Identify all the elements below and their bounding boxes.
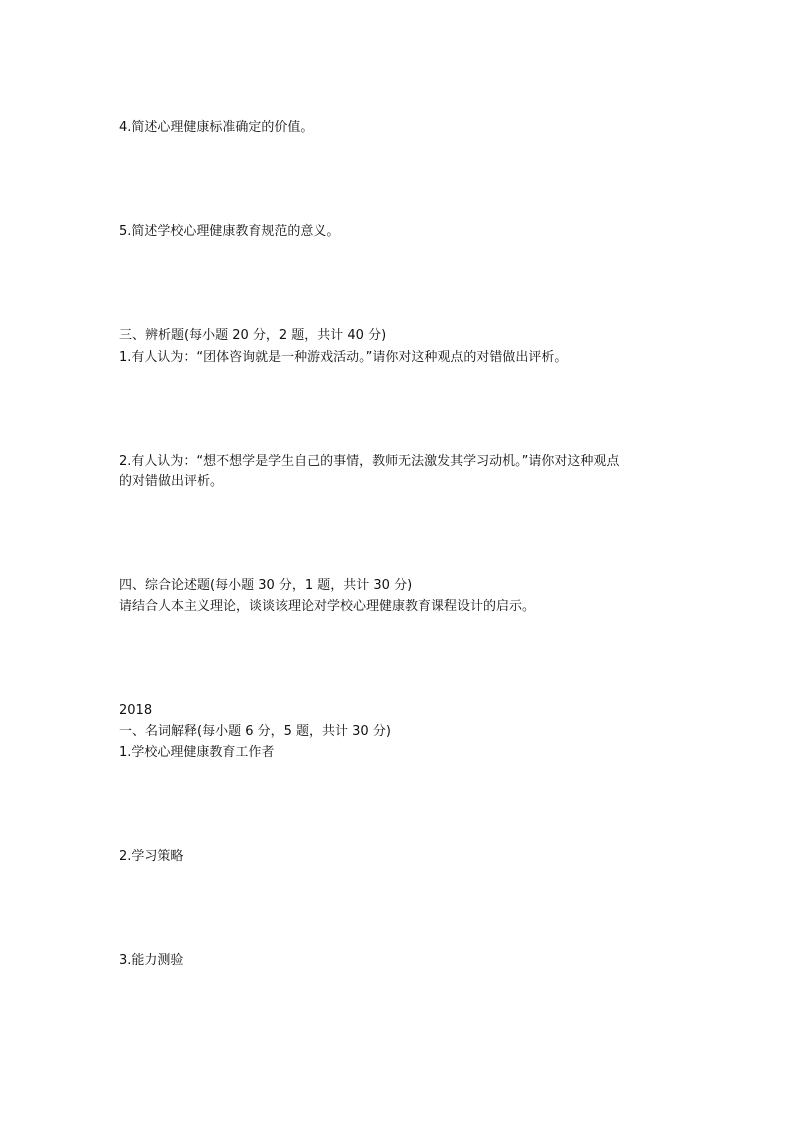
- section-1-heading: 一、名词解释(每小题 6 分，5 题，共计 30 分): [119, 724, 391, 739]
- section-4-heading: 四、综合论述题(每小题 30 分，1 题，共计 30 分): [119, 578, 413, 593]
- section-1-question-1: 1.学校心理健康教育工作者: [119, 745, 275, 760]
- section-3-question-1: 1.有人认为：“团体咨询就是一种游戏活动。”请你对这种观点的对错做出评析。: [119, 350, 568, 365]
- section-1-question-2: 2.学习策略: [119, 849, 184, 864]
- section-3-question-2-line-1: 2.有人认为：“想不想学是学生自己的事情，教师无法激发其学习动机。”请你对这种观点: [119, 454, 620, 469]
- question-4: 4.简述心理健康标准确定的价值。: [119, 120, 314, 135]
- section-3-question-2-line-2: 的对错做出评析。: [119, 474, 224, 489]
- question-5: 5.简述学校心理健康教育规范的意义。: [119, 224, 340, 239]
- section-4-question-1: 请结合人本主义理论，谈谈该理论对学校心理健康教育课程设计的启示。: [119, 599, 536, 614]
- year-label: 2018: [119, 703, 153, 718]
- section-1-question-3: 3.能力测验: [119, 953, 184, 968]
- section-3-heading: 三、辨析题(每小题 20 分，2 题，共计 40 分): [119, 328, 387, 343]
